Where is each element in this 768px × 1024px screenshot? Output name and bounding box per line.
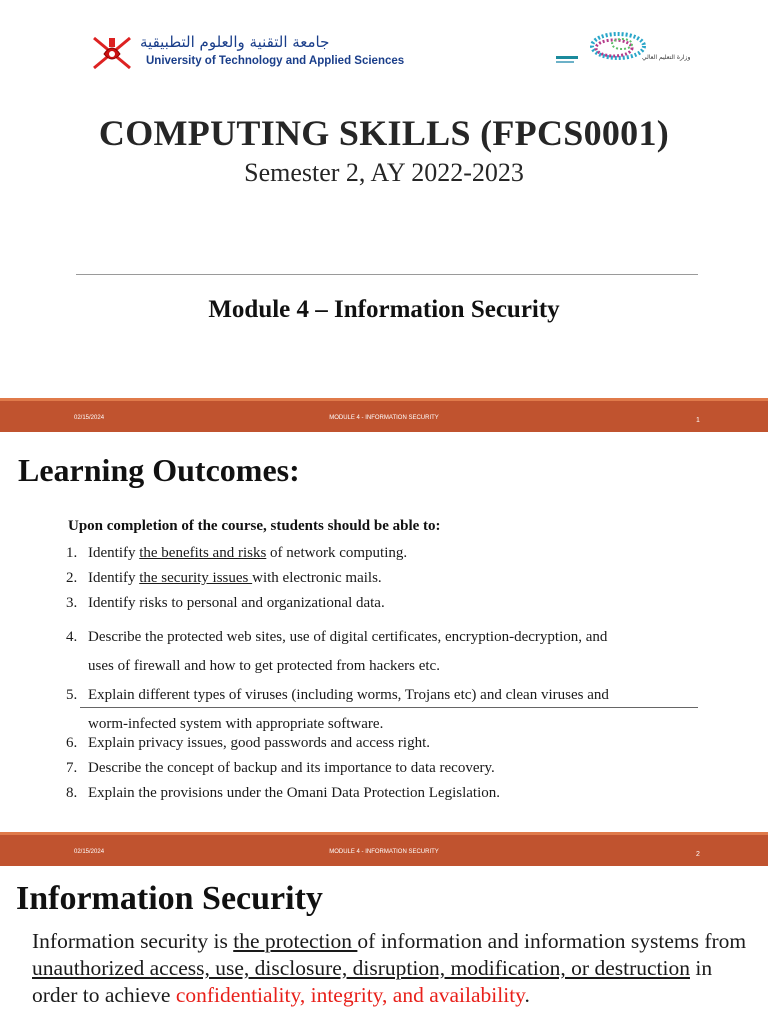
underlined-text: unauthorized access, use, disclosure, disruption, modification, or destruction <box>32 956 690 980</box>
list-text: of network computing. <box>266 545 408 561</box>
university-name-english: University of Technology and Applied Sciences <box>146 55 405 67</box>
definition-paragraph <box>32 928 752 1009</box>
list-item <box>66 735 430 752</box>
list-text: Identify <box>88 570 140 586</box>
list-item <box>66 629 608 674</box>
list-item <box>66 595 385 612</box>
list-text: Explain the provisions under the Omani Data Protection Legislation. <box>88 785 500 801</box>
learning-outcomes-slide <box>0 432 768 830</box>
body-text: in order to achieve <box>32 956 713 1007</box>
list-text: Identify risks to personal and organizational data. <box>88 595 385 611</box>
list-item <box>66 785 500 802</box>
outcomes-divider <box>80 707 698 708</box>
body-text: . <box>524 983 530 1007</box>
slide-footer-1 <box>0 398 768 432</box>
underlined-text: the protection <box>233 929 358 953</box>
oman-emblem-icon <box>90 32 134 72</box>
footer-date: 02/15/2024 <box>74 415 105 421</box>
footer-title: MODULE 4 - INFORMATION SECURITY <box>329 415 439 421</box>
list-number: 4. <box>66 629 78 645</box>
slide-heading: Learning Outcomes: <box>18 452 300 488</box>
list-number: 7. <box>66 760 78 776</box>
university-logo <box>90 32 405 72</box>
list-text: with electronic mails. <box>252 570 382 586</box>
highlighted-text: confidentiality, integrity, and availability <box>175 983 525 1007</box>
university-name-arabic: جامعة التقنية والعلوم التطبيقية <box>140 33 330 51</box>
ministry-swirl-icon <box>548 28 668 72</box>
list-number: 8. <box>66 785 78 801</box>
list-text: Explain different types of viruses (including worms, Trojans etc) and clean viruses and <box>88 687 609 703</box>
slide-footer-2 <box>0 832 768 866</box>
list-number: 5. <box>66 687 78 703</box>
title-divider <box>76 274 698 275</box>
list-text-continuation: worm-infected system with appropriate software. <box>88 716 384 732</box>
footer-page-number: 2 <box>696 851 700 858</box>
list-item <box>66 687 609 732</box>
list-number: 6. <box>66 735 78 751</box>
information-security-slide <box>0 866 768 1024</box>
list-number: 3. <box>66 595 78 611</box>
outcomes-intro: Upon completion of the course, students should be able to: <box>68 518 441 534</box>
list-number: 1. <box>66 545 78 561</box>
list-text: Identify <box>88 545 140 561</box>
footer-date: 02/15/2024 <box>74 849 105 855</box>
list-item <box>66 545 407 562</box>
list-item <box>66 570 382 587</box>
module-title: Module 4 – Information Security <box>208 296 560 323</box>
footer-title: MODULE 4 - INFORMATION SECURITY <box>329 849 439 855</box>
list-item <box>66 760 495 777</box>
list-text: Describe the protected web sites, use of digital certificates, encryption-decryption, and <box>88 629 608 645</box>
body-text: of information and information systems from <box>357 929 747 953</box>
course-title: COMPUTING SKILLS (FPCS0001) <box>98 113 670 153</box>
slide-heading: Information Security <box>16 880 323 917</box>
ministry-logo <box>548 28 691 72</box>
underlined-text: the benefits and risks <box>139 545 267 561</box>
title-slide <box>0 0 768 398</box>
list-text: Describe the concept of backup and its importance to data recovery. <box>88 760 495 776</box>
underlined-text: the security issues <box>139 570 253 586</box>
body-text: Information security is <box>32 929 234 953</box>
list-text-continuation: uses of firewall and how to get protected from hackers etc. <box>88 658 440 674</box>
list-number: 2. <box>66 570 78 586</box>
ministry-logo-caption: وزارة التعليم العالي <box>642 54 691 61</box>
semester-label: Semester 2, AY 2022-2023 <box>244 158 524 187</box>
footer-page-number: 1 <box>696 417 700 424</box>
list-text: Explain privacy issues, good passwords and access right. <box>88 735 431 751</box>
